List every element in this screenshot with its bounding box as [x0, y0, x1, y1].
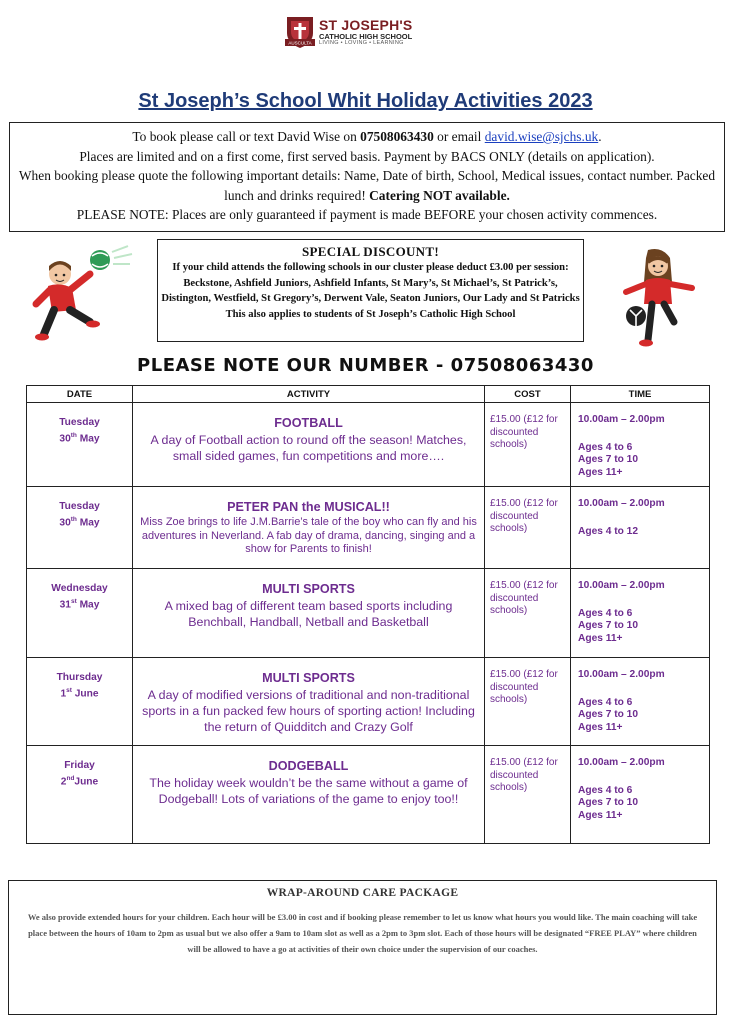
activity-time: 10.00am – 2.00pm Ages 4 to 12: [578, 498, 665, 537]
activity-time: 10.00am – 2.00pm Ages 4 to 6 Ages 7 to 10 Ages 11+: [578, 757, 665, 821]
header-date: DATE: [27, 386, 133, 403]
activity-cost: £15.00 (£12 for discounted schools): [490, 414, 558, 450]
activity-description: A day of Football action to round off the season! Matches, small sided games, fun competitions and more….: [150, 433, 467, 463]
booking-line-2: Places are limited and on a first come, first served basis. Payment by BACS ONLY (details on application).: [79, 148, 655, 164]
school-logo: [285, 14, 431, 50]
table-header-row: [27, 386, 710, 403]
school-subtitle: CATHOLIC HIGH SCHOOL: [319, 31, 413, 41]
activity-cost: £15.00 (£12 for discounted schools): [490, 669, 558, 705]
girl-cartoon-icon: [618, 248, 703, 348]
activity-cost: £15.00 (£12 for discounted schools): [490, 757, 558, 793]
header-cost: COST: [485, 386, 571, 403]
activity-time: 10.00am – 2.00pm Ages 4 to 6 Ages 7 to 10 Ages 11+: [578, 580, 665, 644]
booking-line-4: PLEASE NOTE: Places are only guaranteed if payment is made BEFORE your chosen activity commences.: [76, 207, 658, 222]
row-date: Tuesday 30th May: [59, 501, 100, 528]
special-discount-box: [157, 239, 584, 342]
table-row: [27, 487, 710, 569]
activity-name: MULTI SPORTS: [262, 671, 355, 685]
boy-cartoon-icon: [30, 244, 135, 344]
email-link[interactable]: david.wise@sjchs.uk: [484, 129, 599, 144]
row-date: Wednesday 31st May: [51, 583, 108, 610]
activity-time: 10.00am – 2.00pm Ages 4 to 6 Ages 7 to 10 Ages 11+: [578, 414, 665, 478]
booking-line-3: When booking please quote the following important details: Name, Date of birth, School, Medical issues, contact number. Packed lunch and drinks required! Catering NOT available.: [18, 168, 716, 203]
row-date: Friday 2ndJune: [60, 760, 99, 787]
discount-footer: This also applies to students of St Joseph’s Catholic High School: [225, 308, 516, 320]
schedule-table: [26, 385, 710, 844]
activity-description: The holiday week wouldn’t be the same without a game of Dodgeball! Lots of variations of the game to enjoy too!!: [149, 776, 468, 806]
table-row: [27, 569, 710, 658]
discount-body: If your child attends the following schools in our cluster please deduct £3.00 per session: Beckstone, Ashfield Juniors, Ashfield Infants, St Mary’s, St Michael’s, St Patrick’s, Distington, Westfield, St Gregory’s, Derwent Vale, Seaton Juniors, Our Lady and St Patricks: [161, 262, 580, 304]
school-tagline: LIVING • LOVING • LEARNING: [319, 40, 404, 46]
crest-icon: [285, 15, 315, 49]
discount-heading: SPECIAL DISCOUNT!: [302, 244, 439, 259]
activity-description: Miss Zoe brings to life J.M.Barrie’s tale of the boy who can fly and his adventures in Neverland. A fab day of drama, dancing, singing and a show for Parents to finish!: [140, 516, 477, 555]
header-activity: ACTIVITY: [133, 386, 485, 403]
table-row: [27, 403, 710, 487]
header-time: TIME: [571, 386, 710, 403]
wrap-heading: WRAP-AROUND CARE PACKAGE: [266, 887, 459, 899]
wrap-around-care-box: [8, 880, 717, 1015]
phone-note: PLEASE NOTE OUR NUMBER - 07508063430: [137, 355, 594, 376]
wrap-body: We also provide extended hours for your children. Each hour will be £3.00 in cost and if booking please remember to let us know what hours you would like. The main coaching will take place between the hours of 10am to 2pm as usual but we also offer a 9am to 10am slot as well as a 2pm to 3pm slot. Each of those hours will be designated “FREE PLAY” where children will be allowed to have a go at activities of their own choice under the supervision of our coaches.: [27, 912, 698, 954]
table-row: [27, 658, 710, 746]
booking-info-box: [9, 122, 725, 232]
activity-name: MULTI SPORTS: [262, 582, 355, 596]
page-title: St Joseph’s School Whit Holiday Activities 2023: [138, 90, 593, 112]
booking-line-1: To book please call or text David Wise on 07508063430 or email david.wise@sjchs.uk.: [132, 129, 602, 144]
row-date: Tuesday 30th May: [59, 417, 100, 444]
activity-description: A mixed bag of different team based sports including Benchball, Handball, Netball and Basketball: [164, 599, 453, 629]
activity-cost: £15.00 (£12 for discounted schools): [490, 580, 558, 616]
activity-name: DODGEBALL: [268, 759, 349, 773]
row-date: Thursday 1st June: [56, 672, 103, 699]
table-row: [27, 746, 710, 844]
activity-name: PETER PAN the MUSICAL!!: [227, 500, 390, 514]
svg-text:AUSCULTA: AUSCULTA: [288, 40, 312, 46]
activity-time: 10.00am – 2.00pm Ages 4 to 6 Ages 7 to 10 Ages 11+: [578, 669, 665, 733]
activity-cost: £15.00 (£12 for discounted schools): [490, 498, 558, 534]
phone-number: 07508063430: [360, 129, 434, 144]
activity-name: FOOTBALL: [274, 416, 343, 430]
activity-description: A day of modified versions of traditional and non-traditional sports in a fun packed few hours of sporting action! Including the return of Quidditch and Crazy Golf: [142, 688, 475, 734]
school-name: ST JOSEPH'S: [319, 16, 413, 33]
